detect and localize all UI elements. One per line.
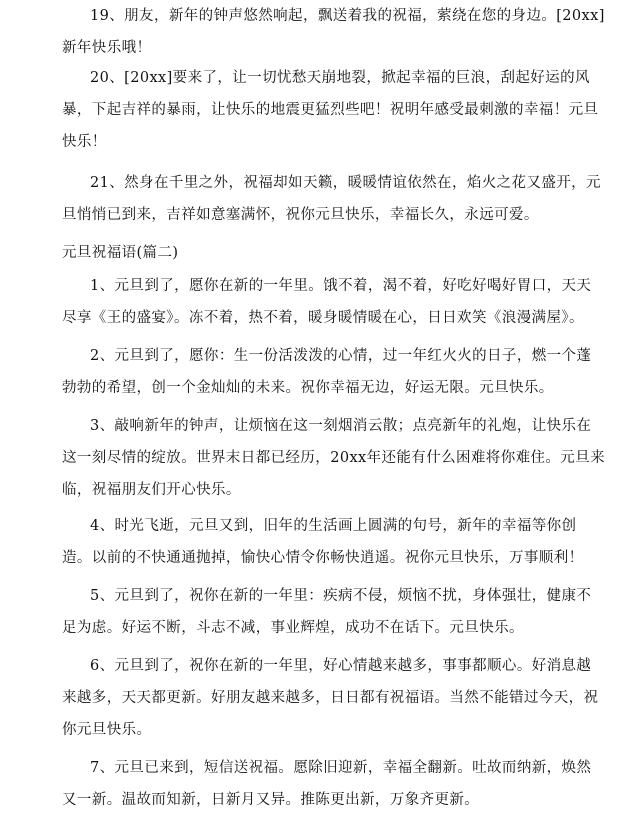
paragraph-6: [62, 650, 599, 746]
paragraph-2: [62, 340, 592, 404]
paragraph-3: [62, 410, 606, 506]
text-line: 20、[20xx]要来了，让一切忧愁天崩地裂，掀起幸福的巨浪，刮起好运的风: [90, 70, 590, 86]
text-line: 你元旦快乐。: [62, 722, 152, 738]
text-line: 快乐！: [62, 134, 107, 150]
text-line: 足为虑。好运不断，斗志不减，事业辉煌，成功不在话下。元旦快乐。: [62, 620, 524, 636]
text-line: 又一新。温故而知新，日新月又异。推陈更出新，万象齐更新。: [62, 792, 480, 808]
paragraph-20: [62, 62, 599, 158]
text-line: 7、元旦已来到，短信送祝福。愿除旧迎新，幸福全翻新。吐故而纳新，焕然: [90, 760, 592, 776]
text-line: 造。以前的不快通通抛掉，愉快心情令你畅快逍遥。祝你元旦快乐，万事顺利！: [62, 550, 584, 566]
text-line: 旦悄悄已到来，吉祥如意塞满怀，祝你元旦快乐，幸福长久，永远可爱。: [62, 207, 539, 223]
text-line: 这一刻尽情的绽放。世界末日都已经历，20xx年还能有什么困难将你难住。元旦来: [62, 450, 606, 466]
text-line: 19、朋友，新年的钟声悠然响起，飘送着我的祝福，萦绕在您的身边。[20xx]: [90, 8, 605, 24]
section-heading: 元旦祝福语(篇二): [62, 245, 179, 261]
text-line: 勃勃的希望，创一个金灿灿的未来。祝你幸福无边，好运无限。元旦快乐。: [62, 380, 554, 396]
paragraph-21: [62, 167, 601, 231]
text-line: 21、然身在千里之外，祝福却如天籁，暖暖情谊依然在，焰火之花又盛开，元: [90, 175, 601, 191]
paragraph-4: [62, 510, 582, 574]
paragraph-1: [62, 270, 592, 334]
text-line: 新年快乐哦！: [62, 40, 152, 56]
text-line: 6、元旦到了，祝你在新的一年里，好心情越来越多，事事都顺心。好消息越: [90, 658, 592, 674]
text-line: 5、元旦到了，祝你在新的一年里：疾病不侵，烦恼不扰，身体强壮，健康不: [90, 588, 592, 604]
text-line: 2、元旦到了，愿你：生一份活泼泼的心情，过一年红火火的日子，燃一个蓬: [90, 348, 592, 364]
text-line: 1、元旦到了，愿你在新的一年里。饿不着，渴不着，好吃好喝好胃口，天天: [90, 278, 592, 294]
text-line: 临，祝福朋友们开心快乐。: [62, 482, 241, 498]
paragraph-19: [62, 0, 605, 64]
text-line: 尽享《王的盛宴》。冻不着，热不着，暖身暖情暖在心，日日欢笑《浪漫满屋》。: [62, 310, 584, 326]
paragraph-7: [62, 752, 592, 816]
text-line: 3、敲响新年的钟声，让烦恼在这一刻烟消云散；点亮新年的礼炮，让快乐在: [90, 418, 592, 434]
text-line: 4、时光飞逝，元旦又到，旧年的生活画上圆满的句号，新年的幸福等你创: [90, 518, 577, 534]
text-line: 来越多，天天都更新。好朋友越来越多，日日都有祝福语。当然不能错过今天，祝: [62, 690, 599, 706]
text-line: 暴，下起吉祥的暴雨，让快乐的地震更猛烈些吧！祝明年感受最刺激的幸福！元旦: [62, 102, 599, 118]
paragraph-5: [62, 580, 592, 644]
